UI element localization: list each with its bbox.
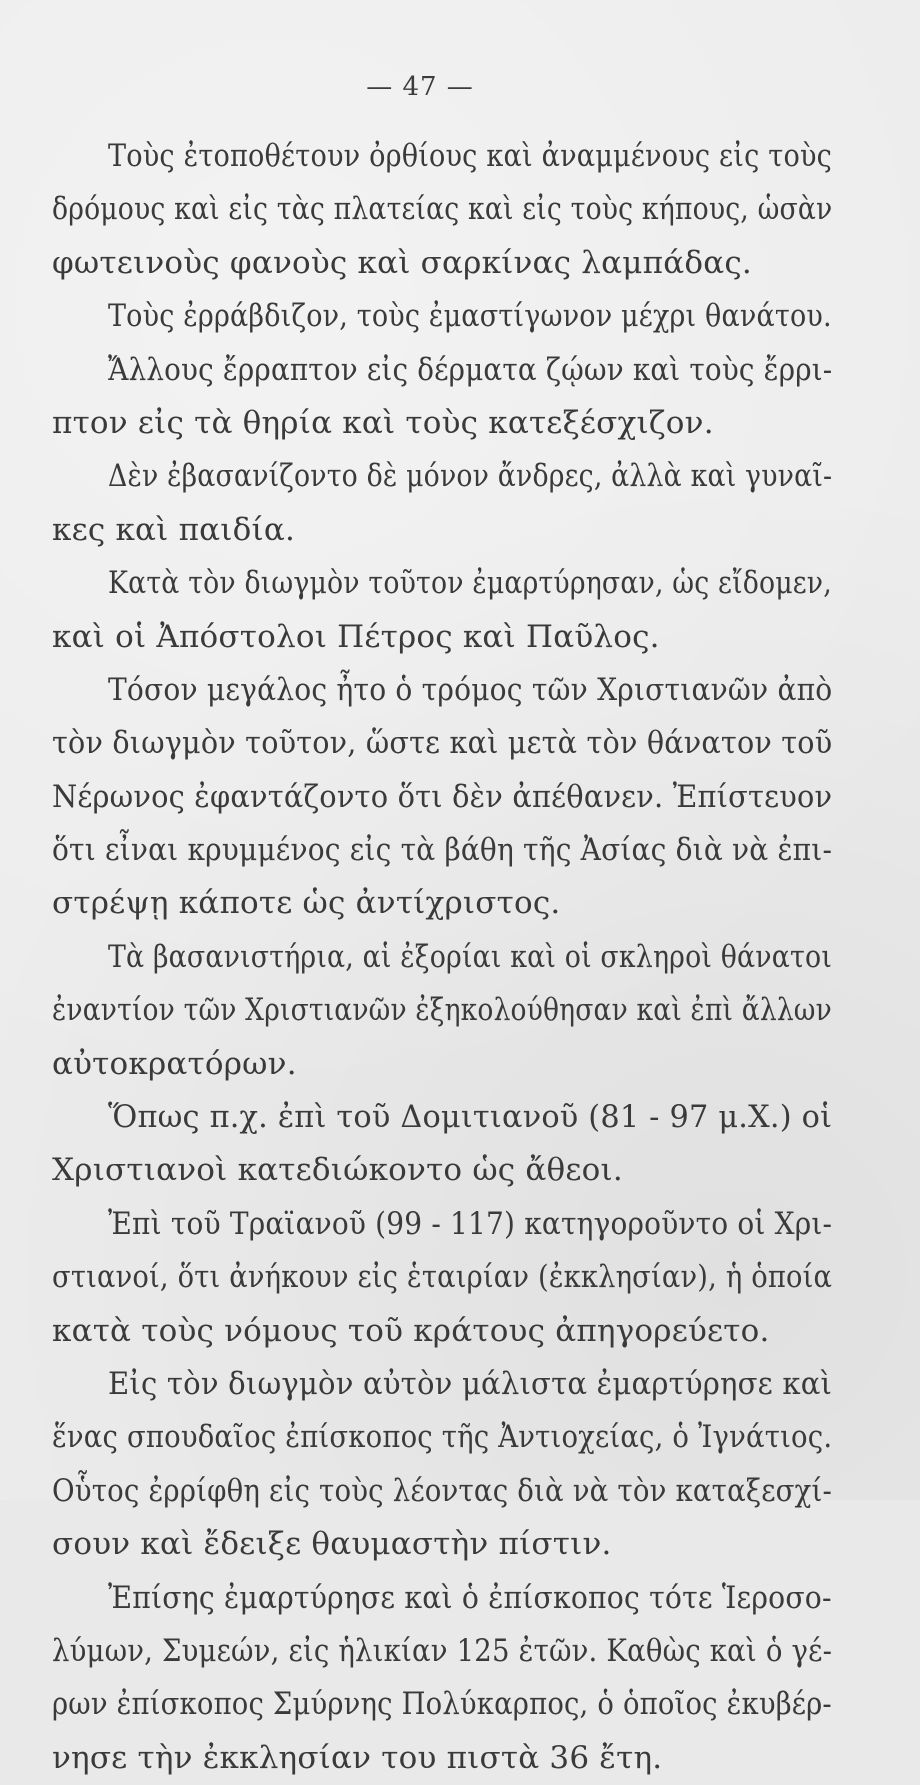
text-line: πτον εἰς τὰ θηρία καὶ τοὺς κατεξέσχιζον. [52,404,714,441]
text-line: Κατὰ τὸν διωγμὸν τοῦτον ἐμαρτύρησαν, ὡς εἴδομεν, [108,565,832,602]
text-line: Ἐπὶ τοῦ Τραϊανοῦ (99 - 117) κατηγοροῦντο οἱ Χρι- [108,1205,833,1242]
text-line: λύμων, Συμεών, εἰς ἡλικίαν 125 ἐτῶν. Καθὼς καὶ ὁ γέ- [52,1632,833,1669]
text-line: τὸν διωγμὸν τοῦτον, ὥστε καὶ μετὰ τὸν θάνατον τοῦ [52,725,833,762]
text-line: Εἰς τὸν διωγμὸν αὐτὸν μάλιστα ἐμαρτύρησε καὶ [108,1365,833,1402]
text-line: σουν καὶ ἔδειξε θαυμαστὴν πίστιν. [52,1526,612,1563]
body-text [52,130,832,1785]
text-line: δρόμους καὶ εἰς τὰς πλατείας καὶ εἰς τοὺς κήπους, ὡσὰν [52,191,833,228]
text-line: Τὰ βασανιστήρια, αἱ ἐξορίαι καὶ οἱ σκληροὶ θάνατοι [108,938,832,975]
text-line: Ὅπως π.χ. ἐπὶ τοῦ Δομιτιανοῦ (81 - 97 μ.Χ.) οἱ [108,1099,833,1136]
text-line: ἐναντίον τῶν Χριστιανῶν ἐξηκολούθησαν καὶ ἐπὶ ἄλλων [52,992,832,1029]
text-line: Οὗτος ἐρρίφθη εἰς τοὺς λέοντας διὰ νὰ τὸν καταξεσχί- [52,1472,833,1509]
text-line: στρέψῃ κάποτε ὡς ἀντίχριστος. [52,885,561,922]
text-line: καὶ οἱ Ἀπόστολοι Πέτρος καὶ Παῦλος. [52,618,660,655]
text-line: Τόσον μεγάλος ἦτο ὁ τρόμος τῶν Χριστιανῶν ἀπὸ [108,671,833,708]
text-line: κες καὶ παιδία. [52,511,296,548]
text-line: Ἐπίσης ἐμαρτύρησε καὶ ὁ ἐπίσκοπος τότε Ἱεροσο- [108,1579,832,1616]
text-line: Ἄλλους ἔρραπτον εἰς δέρματα ζῴων καὶ τοὺς ἔρρι- [108,351,833,388]
text-line: Τοὺς ἐρράβδιζον, τοὺς ἐμαστίγωνον μέχρι θανάτου. [108,298,832,335]
text-line: Τοὺς ἐτοποθέτουν ὀρθίους καὶ ἀναμμένους εἰς τοὺς [108,138,832,174]
text-line: ὅτι εἶναι κρυμμένος εἰς τὰ βάθη τῆς Ἀσίας διὰ νὰ ἐπι- [52,832,833,869]
text-line: στιανοί, ὅτι ἀνήκουν εἰς ἑταιρίαν (ἐκκλησίαν), ἡ ὁποία [52,1259,833,1296]
text-line: Νέρωνος ἐφαντάζοντο ὅτι δὲν ἀπέθανεν. Ἐπίστευον [52,778,833,815]
text-line: ρων ἐπίσκοπος Σμύρνης Πολύκαρπος, ὁ ὁποῖος ἐκυβέρ- [52,1686,832,1723]
text-line: κατὰ τοὺς νόμους τοῦ κράτους ἀπηγορεύετο. [52,1312,770,1349]
text-line: νησε τὴν ἐκκλησίαν του πιστὰ 36 ἔτη. [52,1739,663,1776]
text-line: ἕνας σπουδαῖος ἐπίσκοπος τῆς Ἀντιοχείας, ὁ Ἰγνάτιος. [52,1419,833,1456]
text-line: αὐτοκρατόρων. [52,1045,297,1082]
text-line: φωτεινοὺς φανοὺς καὶ σαρκίνας λαμπάδας. [52,244,752,281]
text-line: Χριστιανοὶ κατεδιώκοντο ὡς ἄθεοι. [52,1152,623,1189]
text-line: Δὲν ἐβασανίζοντο δὲ μόνον ἄνδρες, ἀλλὰ καὶ γυναῖ- [108,458,833,495]
page-number: — 47 — [366,72,474,102]
